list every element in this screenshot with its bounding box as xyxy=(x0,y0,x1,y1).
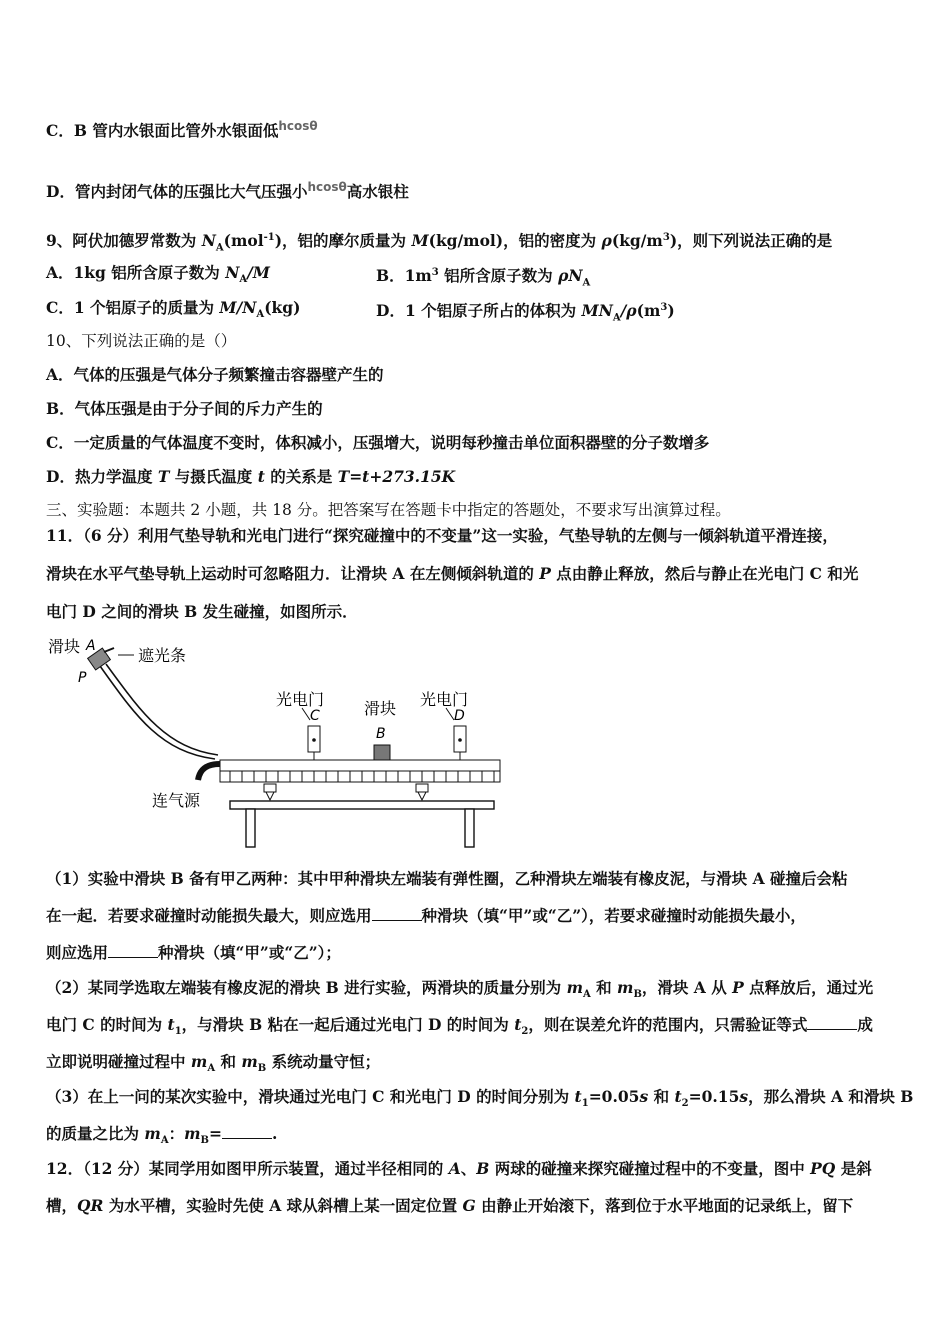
q11-sub1-line2-post: 种滑块（填“甲”或“乙”），若要求碰撞时动能损失最小， xyxy=(421,906,806,925)
q11-sub2-text: 立即说明碰撞过程中 xyxy=(46,1052,191,1071)
gate-c-dot xyxy=(312,738,316,742)
q11-line3: 电门 D 之间的滑块 B 发生碰撞，如图所示． xyxy=(46,602,358,621)
q12-g: G xyxy=(462,1196,476,1215)
air-track-rail xyxy=(220,760,500,771)
time-value-1: =0.05 xyxy=(588,1087,640,1106)
ratio-equals: = xyxy=(208,1124,222,1143)
mass-symbol: m xyxy=(566,978,583,997)
section3-heading: 三、实验题：本题共 2 小题，共 18 分。把答案写在答题卡中指定的答题处，不要求写出演算过程。 xyxy=(46,501,731,519)
q9-text: )，铝的摩尔质量为 xyxy=(274,231,412,251)
q11-line2-p: P xyxy=(539,564,551,583)
q9-option-b-mid: 铝所含原子数为 xyxy=(438,266,559,286)
q12-text: 由静止开始滚下，落到位于水平地面的记录纸上，留下 xyxy=(475,1196,854,1215)
q9-option-d xyxy=(376,298,675,328)
time-sub-2: 2 xyxy=(681,1098,689,1110)
q11-sub3-and: 和 xyxy=(648,1087,675,1106)
mass-symbol: m xyxy=(184,1124,201,1143)
q11-sub3-text: （3）在上一问的某次实验中，滑块通过光电门 C 和光电门 D 的时间分别为 xyxy=(46,1087,575,1106)
table-leg-right xyxy=(465,809,474,847)
fig-shade-label: 遮光条 xyxy=(138,646,187,665)
q11-sub1-line2-text: 在一起．若要求碰撞时动能损失最大，则应选用 xyxy=(46,906,372,925)
q9-option-d-mid: /ρ xyxy=(620,301,637,321)
mass-sub-a: A xyxy=(582,989,591,1001)
q9-option-c-sub: A xyxy=(256,309,265,321)
q9-option-b-sup: 3 xyxy=(431,267,439,278)
shade-strip xyxy=(104,648,114,652)
q8-option-c-text: C．B 管内水银面比管外水银面低 xyxy=(46,121,279,141)
q11-sub2-and: 和 xyxy=(215,1052,242,1071)
track-foot-left xyxy=(264,784,276,792)
mass-symbol: m xyxy=(144,1124,161,1143)
gate-d-dot xyxy=(458,738,462,742)
q10-option-d-mid: 与摄氏温度 xyxy=(169,467,258,486)
q11-sub2-and: 和 xyxy=(590,978,618,997)
q12-text: 槽， xyxy=(46,1196,78,1215)
q9-stem xyxy=(46,228,832,258)
q9-text: (kg/m xyxy=(611,231,663,251)
q11-sub2-text: ，则在误差允许的范围内，只需验证等式 xyxy=(528,1015,808,1034)
q11-line2-post: 点由静止释放，然后与静止在光电门 C 和光 xyxy=(550,564,859,583)
q10-option-d-text: D．热力学温度 xyxy=(46,467,158,486)
mass-sub-a: A xyxy=(160,1135,169,1147)
time-sub-2: 2 xyxy=(521,1026,529,1038)
track-foot-right xyxy=(416,784,428,792)
fig-slider-a-label: 滑块 xyxy=(48,637,81,656)
air-pipe xyxy=(198,764,220,780)
q11-air-track-figure xyxy=(40,630,510,850)
mass-symbol: m xyxy=(241,1052,258,1071)
q12-qr: QR xyxy=(77,1196,104,1215)
q10-option-d-t: t xyxy=(257,467,265,486)
time-sub-1: 1 xyxy=(174,1026,182,1038)
time-symbol: t xyxy=(514,1015,522,1034)
q9-option-b xyxy=(376,263,590,293)
q11-sub1-line3-post: 种滑块（填“甲”或“乙”）； xyxy=(158,943,341,962)
q9-sup: -1 xyxy=(263,232,275,243)
q9-option-d-text: D．1 个铝原子所占的体积为 xyxy=(376,301,582,321)
q11-line1: 11．（6 分）利用气垫导轨和光电门进行“探究碰撞中的不变量”这一实验，气垫导轨的左侧与一倾斜轨道平滑连接， xyxy=(46,526,838,545)
q9-option-d-tail: (m xyxy=(636,301,661,321)
table-top xyxy=(230,801,494,809)
ratio-colon: ： xyxy=(168,1124,185,1143)
q11-sub2-text: （2）某同学选取左端装有橡皮泥的滑块 B 进行实验，两滑块的质量分别为 xyxy=(46,978,567,997)
time-sub-1: 1 xyxy=(581,1098,589,1110)
track-screw-right xyxy=(418,792,426,800)
fig-slider-b-label: 滑块 xyxy=(364,699,397,718)
q11-sub2-text: 成 xyxy=(857,1015,873,1034)
q9-na-symbol: N xyxy=(201,231,216,251)
mass-symbol: m xyxy=(617,978,634,997)
q11-sub3-text: 的质量之比为 xyxy=(46,1124,145,1143)
answer-blank-1[interactable] xyxy=(372,906,422,921)
q9-option-d-sub: A xyxy=(612,312,621,324)
time-symbol: t xyxy=(674,1087,682,1106)
point-p: P xyxy=(732,978,744,997)
q10-option-a: A．气体的压强是气体分子频繁撞击容器壁产生的 xyxy=(46,365,384,384)
track-screw-left xyxy=(266,792,274,800)
mass-sub-b: B xyxy=(257,1063,267,1075)
time-value-2: =0.15 xyxy=(688,1087,740,1106)
q9-rho-symbol: ρ xyxy=(601,231,612,251)
unit-s: s xyxy=(739,1087,749,1106)
q9-option-a-tail: /M xyxy=(247,263,270,282)
q11-sub2-line3 xyxy=(46,1052,380,1079)
q12-ball-a: A xyxy=(448,1159,461,1178)
fig-label-p: P xyxy=(78,670,87,686)
mass-sub-a: A xyxy=(207,1063,216,1075)
q9-option-b-text: B．1m xyxy=(376,266,432,286)
q9-m-symbol: M xyxy=(411,231,429,251)
q10-stem: 10、下列说法正确的是（） xyxy=(46,332,237,350)
q11-line2 xyxy=(46,564,858,584)
q11-sub2-line1 xyxy=(46,978,873,1005)
q11-sub2-text: 系统动量守恒； xyxy=(266,1052,381,1071)
answer-blank-3[interactable] xyxy=(807,1015,857,1030)
answer-blank-2[interactable] xyxy=(108,943,158,958)
mass-sub-b: B xyxy=(633,989,642,1001)
q9-text: (kg/mol)，铝的密度为 xyxy=(428,231,602,251)
q12-text: 是斜 xyxy=(835,1159,872,1178)
q9-option-a-text: A．1kg 铝所含原子数为 xyxy=(46,263,226,282)
q11-sub2-text: ，与滑块 B 粘在一起后通过光电门 D 的时间为 xyxy=(181,1015,515,1034)
gate-c-leader xyxy=(302,708,310,720)
q11-sub2-text: 电门 C 的时间为 xyxy=(46,1015,168,1034)
q9-option-c-text: C．1 个铝原子的质量为 xyxy=(46,298,220,317)
q9-option-a xyxy=(46,263,270,290)
q9-text: )，则下列说法正确的是 xyxy=(669,231,833,251)
fig-label-a: A xyxy=(86,638,96,654)
q12-text: 为水平槽，实验时先使 A 球从斜槽上某一固定位置 xyxy=(103,1196,463,1215)
q11-sub2-text: ，滑块 A 从 xyxy=(641,978,733,997)
q9-na-sub: A xyxy=(215,242,224,254)
q9-option-b-expr: ρN xyxy=(558,266,583,286)
table-leg-left xyxy=(246,809,255,847)
q10-option-d-T: T xyxy=(157,467,170,486)
q11-sub3-end: . xyxy=(271,1124,278,1143)
q11-sub2-text: 点释放后，通过光 xyxy=(743,978,874,997)
q8-option-d-formula: hcosθ xyxy=(307,180,347,194)
q8-option-c-formula: hcosθ xyxy=(278,119,318,133)
fig-label-d: D xyxy=(454,708,465,724)
answer-blank-4[interactable] xyxy=(222,1124,272,1139)
unit-s: s xyxy=(639,1087,649,1106)
q8-option-d-suffix: 高水银柱 xyxy=(346,182,409,202)
fig-label-c: C xyxy=(310,708,320,724)
fig-gate-c-label: 光电门 xyxy=(276,690,325,709)
q11-sub3-text: ，那么滑块 A 和滑块 B xyxy=(748,1087,914,1106)
q11-sub3-line2 xyxy=(46,1124,277,1151)
q11-sub1-line1: （1）实验中滑块 B 备有甲乙两种：其中甲种滑块左端装有弹性圈，乙种滑块左端装有橡皮泥，与滑块 A 碰撞后会粘 xyxy=(46,869,848,888)
q10-option-b: B．气体压强是由于分子间的斥力产生的 xyxy=(46,399,323,418)
gate-d-leader xyxy=(446,708,454,720)
fig-gate-d-label: 光电门 xyxy=(420,690,469,709)
q9-option-d-end: ) xyxy=(667,301,675,321)
q9-option-d-sup: 3 xyxy=(660,302,668,313)
q9-option-a-sub: A xyxy=(239,274,248,286)
q9-option-c-expr: M/N xyxy=(219,298,257,317)
q12-line1 xyxy=(46,1159,872,1179)
q8-option-c xyxy=(46,116,318,141)
q9-option-c xyxy=(46,298,300,325)
q11-line2-text: 滑块在水平气垫导轨上运动时可忽略阻力．让滑块 A 在左侧倾斜轨道的 xyxy=(46,564,540,583)
q9-option-a-n: N xyxy=(225,263,240,282)
q12-ball-b: B xyxy=(476,1159,490,1178)
q11-sub1-line3 xyxy=(46,943,341,963)
q9-option-b-sub: A xyxy=(582,277,591,289)
q12-text: 12．（12 分）某同学用如图甲所示装置，通过半径相同的 xyxy=(46,1159,449,1178)
q8-option-d xyxy=(46,177,409,202)
q8-option-d-text: D．管内封闭气体的压强比大气压强小 xyxy=(46,182,308,202)
q9-text: 9、阿伏加德罗常数为 xyxy=(46,231,202,251)
incline-track-inner xyxy=(106,664,218,755)
q11-sub3-line1 xyxy=(46,1087,913,1114)
q12-line2 xyxy=(46,1196,853,1216)
q12-text: 两球的碰撞来探究碰撞过程中的不变量，图中 xyxy=(489,1159,811,1178)
mass-symbol: m xyxy=(190,1052,208,1071)
q10-option-c: C．一定质量的气体温度不变时，体积减小，压强增大，说明每秒撞击单位面积器壁的分子数增多 xyxy=(46,433,710,452)
q10-option-d-eq: T=t+273.15K xyxy=(337,467,456,486)
q9-sup: 3 xyxy=(662,232,670,243)
slider-b xyxy=(374,745,390,760)
q10-option-d-mid2: 的关系是 xyxy=(264,467,338,486)
q12-pq: PQ xyxy=(810,1159,836,1178)
fig-label-b: B xyxy=(376,726,386,742)
time-symbol: t xyxy=(574,1087,582,1106)
q11-sub2-line2 xyxy=(46,1015,873,1042)
q11-sub1-line2 xyxy=(46,906,806,926)
q12-sep: 、 xyxy=(460,1159,477,1178)
time-symbol: t xyxy=(167,1015,175,1034)
q9-text: (mol xyxy=(223,231,264,251)
fig-air-label: 连气源 xyxy=(152,791,201,810)
q9-option-c-tail: (kg) xyxy=(264,298,301,317)
q10-option-d xyxy=(46,467,455,487)
q11-sub1-line3-text: 则应选用 xyxy=(46,943,109,962)
mass-sub-b: B xyxy=(200,1135,209,1147)
q9-option-d-expr: MN xyxy=(581,301,613,321)
